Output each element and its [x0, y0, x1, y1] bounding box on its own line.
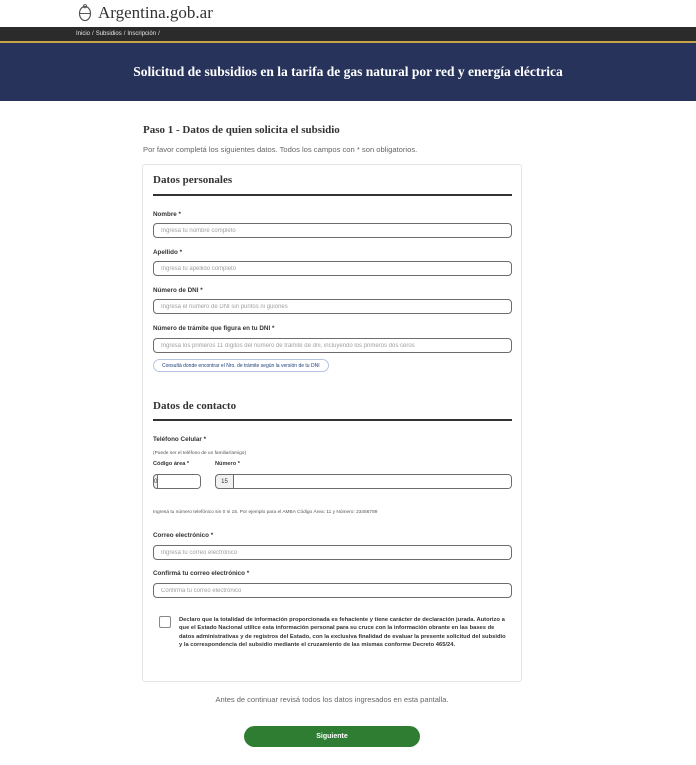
subsidy-form [142, 164, 522, 682]
phone-number-input[interactable] [233, 475, 511, 488]
page-title: Solicitud de subsidios en la tarifa de gas natural por red y energía eléctrica [133, 64, 563, 79]
breadcrumb [0, 27, 696, 43]
declaration-checkbox[interactable] [159, 616, 171, 628]
apellido-label: Apellido * [153, 249, 183, 256]
phone-number-label: Número * [215, 461, 240, 467]
phone-label: Teléfono Celular * [153, 436, 207, 443]
breadcrumb-separator: / [123, 31, 126, 37]
breadcrumb-item-inicio[interactable]: Inicio [76, 31, 91, 37]
tramite-help-button[interactable]: Consultá donde encontrar el Nro. de trámite según la versión de tu DNI [153, 359, 329, 372]
site-logo[interactable] [78, 3, 213, 23]
section-title-contact: Datos de contacto [153, 400, 237, 412]
dni-input[interactable] [153, 299, 512, 314]
email-label: Correo electrónico * [153, 532, 214, 539]
next-button[interactable]: Siguiente [244, 726, 420, 747]
section-divider [153, 194, 512, 196]
site-header [0, 0, 696, 27]
section-title-personal: Datos personales [153, 174, 233, 186]
section-divider [153, 419, 512, 421]
phone-number-prefix: 15 [221, 478, 228, 485]
hero-banner [0, 43, 696, 101]
email-confirm-input[interactable] [153, 583, 512, 598]
phone-note: (Puede ser el teléfono de un familiar/amigo) [153, 451, 247, 456]
review-note: Antes de continuar revisá todos los datos ingresados en esta pantalla. [215, 695, 449, 704]
breadcrumb-item-inscripcion[interactable]: Inscripción [127, 31, 157, 37]
breadcrumb-separator: / [92, 31, 94, 37]
tramite-label: Número de trámite que figura en tu DNI * [153, 325, 275, 332]
phone-number-group [215, 474, 512, 489]
breadcrumb-item-subsidios[interactable]: Subsidios [95, 31, 122, 37]
tramite-input[interactable] [153, 338, 512, 353]
dni-label: Número de DNI * [153, 287, 203, 294]
email-input[interactable] [153, 545, 512, 560]
nombre-label: Nombre * [153, 211, 181, 218]
area-code-label: Código área * [153, 461, 190, 467]
phone-example-note: Ingresá tu número telefónico sin 0 ni 15. Por ejemplo para el AMBA Código Área: 11 y Número: 23456789 [153, 510, 378, 515]
area-code-group [153, 474, 201, 489]
logo-text: Argentina.gob.ar [98, 3, 213, 22]
coat-of-arms-icon [78, 4, 92, 22]
area-code-input[interactable] [157, 475, 201, 488]
area-code-prefix: 0 [154, 478, 158, 485]
declaration-text: Declaro que la totalidad de información proporcionada es fehaciente y tiene carácter de declaración jurada. Autorizo a que el Estado Nacional utilice esta información personal para su cruce con la información obrante en las bases de datos administrativas y de registros del Estado, con la exclusiva finalidad de evaluar la presente solicitud del subsidio y la correspondencia del subsidio mediante el cruzamiento de las mismas conforme Decreto 465/24. [179, 617, 506, 648]
apellido-input[interactable] [153, 261, 512, 276]
nombre-input[interactable] [153, 223, 512, 238]
step-subtitle: Por favor completá los siguientes datos. Todos los campos con * son obligatorios. [143, 145, 418, 154]
breadcrumb-separator: / [158, 31, 160, 37]
step-title: Paso 1 - Datos de quien solicita el subsidio [143, 124, 340, 136]
email-confirm-label: Confirmá tu correo electrónico * [153, 570, 250, 577]
